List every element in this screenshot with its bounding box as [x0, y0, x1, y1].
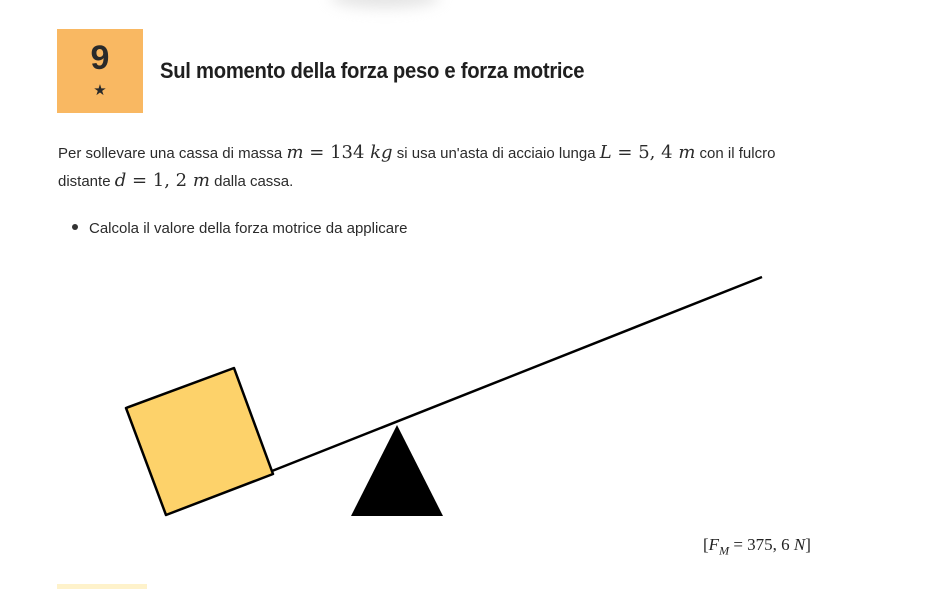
answer-value: 375, 6 [747, 535, 790, 554]
mass-eq: = [303, 142, 331, 163]
exercise-title: Sul momento della forza peso e forza motrice [160, 58, 585, 83]
answer-result [703, 535, 811, 558]
fulcrum-triangle [351, 425, 443, 516]
answer-sub: M [719, 543, 730, 558]
mass-value: 134 [330, 142, 365, 163]
bottom-highlight [57, 584, 147, 589]
problem-text-3: con il fulcro distante [58, 145, 776, 190]
lever-bar [272, 277, 762, 471]
exercise-number: 9 [90, 39, 110, 77]
problem-text-1: Per sollevare una cassa di massa [58, 145, 287, 162]
crate-box [126, 368, 273, 515]
distance-value: 1, 2 [152, 170, 188, 191]
mass-var: m [286, 142, 304, 163]
length-eq: = [611, 142, 639, 163]
answer-eq: = [729, 535, 748, 554]
task-text: Calcola il valore della forza motrice da applicare [89, 220, 408, 237]
problem-text-4: dalla cassa. [209, 173, 294, 190]
star-icon: ★ [93, 82, 107, 99]
distance-unit: m [187, 170, 210, 191]
answer-unit: N [789, 535, 806, 554]
answer-var: F [708, 535, 720, 554]
length-unit: m [672, 142, 696, 163]
problem-text-2: si usa un'asta di acciaio lunga [392, 145, 600, 162]
mass-unit: kg [364, 142, 393, 163]
distance-eq: = [126, 170, 153, 191]
answer-open: [ [703, 535, 709, 554]
length-var: L [599, 142, 612, 163]
answer-close: ] [805, 535, 811, 554]
length-value: 5, 4 [638, 142, 673, 163]
distance-var: d [114, 170, 127, 191]
